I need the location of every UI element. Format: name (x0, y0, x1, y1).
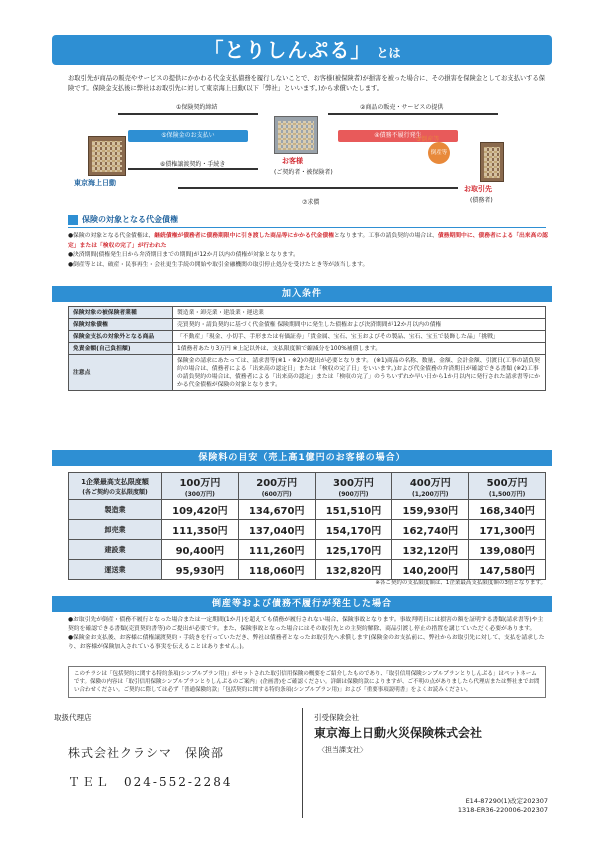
premium-value-cell: 118,060円 (238, 560, 315, 580)
insurer-sub: 〈担当課支社〉 (318, 746, 367, 754)
covered-claims-header (68, 214, 546, 228)
arrow-step6 (128, 168, 258, 170)
premium-header-row (69, 473, 546, 500)
incident-band: 倒産等および債務不履行が発生した場合 (52, 596, 552, 612)
step2-label: ②商品の販売・サービスの提供 (360, 104, 444, 111)
footer-divider (302, 708, 303, 818)
premium-industry-cell: 建設業 (69, 540, 162, 560)
conditions-value-cell: 製造業・卸売業・建設業・運送業 (173, 307, 546, 319)
arrow-step2 (328, 113, 498, 115)
premium-value-cell: 134,670円 (238, 500, 315, 520)
incident-bullet-1: ●お取引先が倒産・債務不履行となった場合または一定期間(1か月)を超えても債務が履行されない場合、保険事故となります。事故判明日には損害の額を証明する書類(請求書等)や主契約を確認できる書類(売買契約書等)のご提出が必要です。また、保険事故となった場合にはその取引先との主契約解除、商品引渡し停止の措置を講じていただく必要があります。 (68, 617, 544, 632)
premium-value-cell: 95,930円 (162, 560, 239, 580)
step5-bar: ⑤保険金のお支払い (128, 130, 248, 142)
step1-label: ①保険契約締結 (176, 104, 218, 111)
premium-value-cell: 139,080円 (469, 540, 546, 560)
premium-value-cell: 132,820円 (315, 560, 392, 580)
premium-band: 保険料の目安（売上高1億円のお客様の場合） (52, 450, 552, 466)
premium-row (69, 540, 546, 560)
premium-value-cell: 137,040円 (238, 520, 315, 540)
premium-row (69, 500, 546, 520)
premium-industry-cell: 卸売業 (69, 520, 162, 540)
conditions-header-cell: 保険対象の被保険者業種 (69, 307, 173, 319)
premium-value-cell: 154,170円 (315, 520, 392, 540)
premium-value-cell: 111,350円 (162, 520, 239, 540)
premium-table (68, 472, 546, 580)
conditions-band: 加入条件 (52, 286, 552, 302)
covered-claims-bullets (68, 232, 548, 270)
intro-text: お取引先が商品の販売やサービスの提供にかかわる代金支払債務を履行しないことで、お客様(被保険者)が損害を被った場合に、その損害を保険金としてお支払いする保険です。保険金支払後に弊社はお取引先に対して東京海上日動(以下「弊社」といいます。)から求償いたします。 (68, 75, 546, 92)
premium-value-cell: 162,740円 (392, 520, 469, 540)
premium-industry-cell: 製造業 (69, 500, 162, 520)
conditions-row (69, 307, 546, 319)
conditions-header-cell: 保険対象債権 (69, 319, 173, 331)
step6-label: ⑥債権譲渡契約・手続き (160, 161, 226, 168)
doc-code-1: E14-87290(1)改定202307 (465, 797, 548, 805)
conditions-row (69, 355, 546, 391)
page-title-suffix: とは (376, 46, 401, 60)
step3-label: ③倒産等 (416, 136, 440, 143)
customer-building-icon (274, 116, 318, 154)
step7-label: ⑦求償 (302, 199, 320, 206)
bullet-2: ●決済期間(債権発生日から弁済期日までの期間)が12か月以内の債権が対象となります。 (68, 252, 299, 258)
agent-name: 株式会社クラシマ 保険部 (68, 746, 225, 760)
disclaimer-box: このチラシは「包括契約に関する特約条項(シンプルプラン用)」がセットされた取引信用保険の概要をご紹介したものであり、「取引信用保険シンプルプランとりしんぷる」はペットネームです。保険の内容は「取引信用保険シンプルプランとりしんぷるのご案内」(企画書)をご確認ください。詳細は保険約款によりますが、ご不明の点がありましたら代理店または弊社までお問い合わせください。ご契約に際しては必ず「普通保険約款」「包括契約に関する特約条項(シンプルプラン用)」および「重要事項説明書」をよくお読みください。 (68, 666, 546, 698)
bullet-3: ●倒産等とは、破産・民事再生・会社更生手続の開始や取引金融機関の取引停止処分を受けたとき等が該当します。 (68, 261, 369, 268)
premium-value-cell: 111,260円 (238, 540, 315, 560)
premium-value-cell: 140,200円 (392, 560, 469, 580)
premium-column-header: 400万円 (1,200万円) (392, 473, 469, 500)
insurer-caption: 東京海上日動 (74, 179, 116, 187)
premium-value-cell: 168,340円 (469, 500, 546, 520)
premium-value-cell: 151,510円 (315, 500, 392, 520)
doc-code-2: 1318-ER36-220006-202307 (457, 806, 548, 814)
conditions-table (68, 306, 546, 391)
conditions-row (69, 319, 546, 331)
premium-industry-cell: 運送業 (69, 560, 162, 580)
customer-caption: お客様 (282, 157, 303, 165)
premium-value-cell: 159,930円 (392, 500, 469, 520)
arrow-step1 (118, 113, 258, 115)
conditions-header-cell: 保険金支払の対象外となる商品 (69, 331, 173, 343)
conditions-row (69, 331, 546, 343)
covered-claims-title: 保険の対象となる代金債権 (82, 215, 178, 224)
flow-diagram (68, 98, 548, 210)
partner-sub: (債務者) (470, 197, 493, 204)
conditions-row (69, 343, 546, 355)
insurer-building-icon (88, 136, 126, 176)
arrow-step7 (178, 187, 458, 189)
page-title-band (52, 35, 552, 65)
agent-tel: ＴＥＬ 024-552-2284 (68, 775, 233, 789)
insurer-name: 東京海上日動火災保険株式会社 (314, 726, 483, 740)
premium-value-cell: 125,170円 (315, 540, 392, 560)
conditions-value-cell: 売買契約・請負契約に基づく代金債権 保険期間中に発生した債権および決済期間が12か月以内の債権 (173, 319, 546, 331)
customer-sub: (ご契約者・被保険者) (274, 169, 333, 176)
section-marker-icon (68, 215, 78, 225)
page-title: 「とりしんぷる」 (203, 38, 372, 62)
incident-bullet-2: ●保険金お支払後、お客様に債権譲渡契約・手続きを行っていただき、弊社は債務者となったお取引先へ求償します(保険金のお支払前に、弊社からお取引先に対して、支払を請求したり、お客様が保険加入されている事実を伝えることはありません。)。 (68, 635, 545, 650)
conditions-value-cell: 「不動産」「現金、小切手、手形または有価証券」「貴金属、宝石、宝玉およびその製品、宝石、宝玉で装飾した品」「挑戦」 (173, 331, 546, 343)
premium-value-cell: 171,300円 (469, 520, 546, 540)
conditions-value-cell: 1債務者あたり3万円 ※上記以外は、支払限度額で縮減分を100%補償します。 (173, 343, 546, 355)
premium-value-cell: 147,580円 (469, 560, 546, 580)
bullet-1: ●保険の対象となる代金債権は、継続債権が債務者に債務期限中に引き渡した商品等にかかる代金債権となります。工事の請負契約の場合は、債務期間中に、債務者による「出来高の認定」または「検収の完了」が行われた (68, 233, 548, 249)
premium-row (69, 520, 546, 540)
premium-column-header: 100万円 (300万円) (162, 473, 239, 500)
step4-bar: ④債務不履行発生 (338, 130, 458, 142)
insurer-label: 引受保険会社 (314, 713, 359, 722)
bankruptcy-sign-icon: 倒産等 (428, 142, 450, 164)
premium-note: ※各ご契約の支払限度額は、1企業最高支払限度額の3倍となります。 (375, 580, 546, 586)
premium-column-header: 200万円 (600万円) (238, 473, 315, 500)
premium-value-cell: 90,400円 (162, 540, 239, 560)
incident-bullets (68, 616, 548, 652)
premium-header-label: 1企業最高支払限度額 (各ご契約の支払限度額) (69, 473, 162, 500)
agent-label: 取扱代理店 (54, 713, 92, 722)
premium-column-header: 300万円 (900万円) (315, 473, 392, 500)
conditions-header-cell: 注意点 (69, 355, 173, 391)
premium-row (69, 560, 546, 580)
conditions-value-cell: 保険金の請求にあたっては、請求書等(※1・※2)の提出が必要となります。 (※1)商品の名称、数量、金額、会計金額、引渡日(工事の請負契約の場合は、債務者による「出来高の認定日」または「検収の完了日」をいいます。)および代金債務の弁済期日が確認できる書類 (※2)工事の請負契約の場合は、債務者による「出来高の認定」または「検収の完了」のうちいずれか早い日から1か月以内に発行された請求書等にかかる代金債権が保険の対象となります。 (173, 355, 546, 391)
partner-building-icon (480, 142, 504, 182)
conditions-header-cell: 免責金額(自己負担額) (69, 343, 173, 355)
premium-value-cell: 132,120円 (392, 540, 469, 560)
partner-caption: お取引先 (464, 185, 492, 193)
premium-column-header: 500万円 (1,500万円) (469, 473, 546, 500)
premium-value-cell: 109,420円 (162, 500, 239, 520)
